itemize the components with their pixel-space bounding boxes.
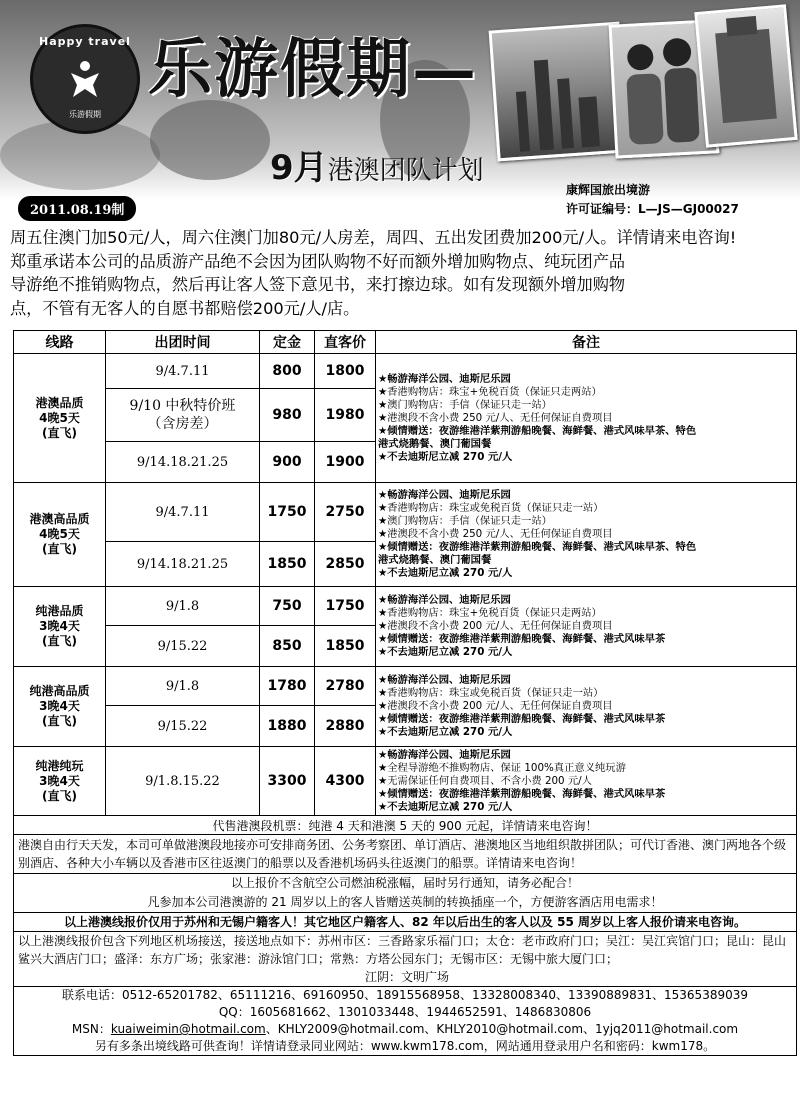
table-row — [14, 816, 797, 835]
departure-date: 9/1.8 — [106, 667, 260, 706]
page-subtitle — [270, 140, 484, 189]
direct-price: 1980 — [315, 389, 376, 442]
price-limit-notice: 以上港澳线报价仅用于苏州和无锡户籍客人！其它地区户籍客人、82 年以后出生的客人以及 55 周岁以上客人报价请来电咨询。 — [14, 913, 797, 932]
pickup-last: 江阴：文明广场 — [364, 970, 449, 984]
departure-date: 9/14.18.21.25 — [106, 542, 260, 587]
logo-bottom-text: 乐游假期 — [69, 110, 101, 119]
deposit-value: 900 — [260, 442, 315, 483]
route-price-table — [13, 330, 797, 1056]
deposit-value: 1750 — [260, 483, 315, 542]
subtitle-text: 港澳团队计划 — [327, 156, 484, 186]
table-header-row — [14, 331, 797, 354]
intro-line: 周五住澳门加50元/人，周六住澳门加80元/人房差，周四、五出发团费加200元/人。详情请来电咨询! — [10, 228, 737, 247]
route-name: 纯港高品质 3晚4天 (直飞) — [14, 667, 106, 747]
deposit-value: 850 — [260, 626, 315, 667]
route-name: 纯港纯玩 3晚4天 (直飞) — [14, 747, 106, 816]
license-number: 许可证编号：L—JS—GJ00027 — [566, 202, 739, 216]
direct-price: 1800 — [315, 354, 376, 389]
deposit-value: 980 — [260, 389, 315, 442]
intro-notice — [10, 226, 800, 320]
qq-numbers: QQ：1605681662、1301033448、1944652591、1486830806 — [218, 1005, 592, 1019]
subtitle-month: 9月 — [270, 148, 328, 188]
deposit-value: 800 — [260, 354, 315, 389]
header-notes: 备注 — [376, 331, 797, 354]
intro-line: 郑重承诺本公司的品质游产品绝不会因为团队购物不好而额外增加购物点、纯玩团产品 — [10, 251, 626, 271]
table-row — [14, 354, 797, 389]
header-price: 直客价 — [315, 331, 376, 354]
ticket-notice: 代售港澳段机票：纯港 4 天和港澳 5 天的 900 元起，详情请来电咨询！ — [14, 816, 797, 835]
free-travel-notice: 港澳自由行天天发，本司可单做港澳段地接亦可安排商务团、公务考察团、单订酒店、港澳地区当地组织散拼团队；可代订香港、澳门两地各个级别酒店、各种大小车辆以及香港市区往返澳门的船票以及香港机场码头往返澳门的船票。详情请来电咨询！ — [14, 835, 797, 874]
table-row — [14, 874, 797, 913]
direct-price: 2750 — [315, 483, 376, 542]
direct-price: 1900 — [315, 442, 376, 483]
table-row — [14, 913, 797, 932]
issue-date-badge: 2011.08.19制 — [18, 196, 136, 221]
departure-date: 9/4.7.11 — [106, 483, 260, 542]
pickup-text: 以上港澳线报价包含下列地区机场接送，接送地点如下：苏州市区：三香路家乐福门口；太仓：老市政府门口；吴江：吴江宾馆门口；昆山：昆山鲨兴大酒店门口；盛泽：东方广场；张家港：游泳馆门口；常熟：方塔公园东门；无锡市区：无锡中旅大厦门口； — [18, 934, 787, 966]
table-row — [14, 835, 797, 874]
company-name: 康辉国旅出境游 — [566, 183, 651, 197]
contact-info — [14, 987, 797, 1056]
route-notes: ★畅游海洋公园、迪斯尼乐园 ★香港购物店：珠宝或免税百货（保证只走一站） ★港澳段不含小费 200 元/人、无任何保证自费项目 ★倾情赠送：夜游维港洋紫荆游船晚餐、海鲜餐、港式风味早茶 ★不去迪斯尼立减 270 元/人 — [376, 667, 797, 747]
deposit-value: 1780 — [260, 667, 315, 706]
macau-ruins-photo — [694, 4, 798, 148]
header-route: 线路 — [14, 331, 106, 354]
hong-kong-skyline-photo — [489, 22, 629, 162]
phone-numbers: 联系电话：0512-65201782、65111216、69160950、18915568958、13328008340、13390889831、15365389039 — [61, 988, 749, 1002]
direct-price: 2880 — [315, 706, 376, 747]
direct-price: 4300 — [315, 747, 376, 816]
departure-date: 9/10 中秋特价班 （含房差） — [106, 389, 260, 442]
intro-line: 点，不管有无客人的自愿书都赔偿200元/人/店。 — [10, 298, 360, 318]
msn-accounts — [14, 1021, 796, 1038]
deposit-value: 3300 — [260, 747, 315, 816]
table-row — [14, 747, 797, 816]
pickup-locations — [14, 932, 797, 987]
route-name: 港澳品质 4晚5天 (直飞) — [14, 354, 106, 483]
route-notes: ★畅游海洋公园、迪斯尼乐园 ★香港购物店：珠宝+免税百货（保证只走两站） ★港澳段不含小费 200 元/人、无任何保证自费项目 ★倾情赠送：夜游维港洋紫荆游船晚餐、海鲜餐、港式风味早茶 ★不去迪斯尼立减 270 元/人 — [376, 587, 797, 667]
route-notes: ★畅游海洋公园、迪斯尼乐园 ★香港购物店：珠宝+免税百货（保证只走两站） ★澳门购物店：手信（保证只走一站） ★港澳段不含小费 250 元/人、无任何保证自费项目 ★倾情赠送：夜游维港洋紫荆游船晚餐、海鲜餐、港式风味早茶、特色 港式烧鹅餐、澳门葡国餐 ★不去迪斯尼立减 270 元/人 — [376, 354, 797, 483]
route-name: 港澳高品质 4晚5天 (直飞) — [14, 483, 106, 587]
fuel-notice: 以上报价不含航空公司燃油税涨幅，届时另行通知，请务必配合！ — [230, 876, 579, 890]
intro-line: 导游绝不推销购物点，然后再让客人签下意见书，来打擦边球。如有发现额外增加购物 — [10, 275, 626, 294]
departure-date: 9/1.8 — [106, 587, 260, 626]
traveler-icon — [67, 59, 103, 99]
background-decoration — [150, 100, 270, 180]
gift-notice: 凡参加本公司港澳游的 21 周岁以上的客人皆赠送英制的转换插座一个，方便游客酒店用电需求！ — [147, 895, 663, 909]
brand-logo — [30, 24, 140, 134]
header-deposit: 定金 — [260, 331, 315, 354]
departure-date: 9/15.22 — [106, 626, 260, 667]
msn-rest: 、KHLY2009@hotmail.com、KHLY2010@hotmail.com、1yjq2011@hotmail.com — [265, 1022, 739, 1036]
header-banner — [0, 0, 800, 200]
surcharge-gift-notice — [14, 874, 797, 913]
direct-price: 1850 — [315, 626, 376, 667]
website-notice: 另有多条出境线路可供查询！详情请登录同业网站：www.kwm178.com，网站通用登录用户名和密码：kwm178。 — [94, 1039, 716, 1053]
table-row — [14, 483, 797, 542]
logo-top-text: Happy travel — [39, 35, 131, 48]
table-row — [14, 667, 797, 706]
table-row — [14, 587, 797, 626]
header-departure: 出团时间 — [106, 331, 260, 354]
departure-date: 9/4.7.11 — [106, 354, 260, 389]
page-title: 乐游假期— — [148, 32, 478, 107]
route-name: 纯港品质 3晚4天 (直飞) — [14, 587, 106, 667]
direct-price: 2850 — [315, 542, 376, 587]
table-row — [14, 987, 797, 1056]
departure-date: 9/15.22 — [106, 706, 260, 747]
route-notes: ★畅游海洋公园、迪斯尼乐园 ★香港购物店：珠宝或免税百货（保证只走一站） ★澳门购物店：手信（保证只走一站） ★港澳段不含小费 250 元/人、无任何保证自费项目 ★倾情赠送：夜游维港洋紫荆游船晚餐、海鲜餐、港式风味早茶、特色 港式烧鹅餐、澳门葡国餐 ★不去迪斯尼立减 270 元/人 — [376, 483, 797, 587]
direct-price: 2780 — [315, 667, 376, 706]
direct-price: 1750 — [315, 587, 376, 626]
departure-date: 9/14.18.21.25 — [106, 442, 260, 483]
msn-link[interactable]: kuaiweimin@hotmail.com — [110, 1022, 266, 1036]
route-notes: ★畅游海洋公园、迪斯尼乐园 ★全程导游绝不推购物店、保证 100%真正意义纯玩游 ★无需保证任何自费项目、不含小费 200 元/人 ★倾情赠送：夜游维港洋紫荆游船晚餐、海鲜餐、港式风味早茶 ★不去迪斯尼立减 270 元/人 — [376, 747, 797, 816]
msn-label: MSN： — [71, 1022, 111, 1036]
deposit-value: 750 — [260, 587, 315, 626]
table-row — [14, 932, 797, 987]
deposit-value: 1850 — [260, 542, 315, 587]
departure-date: 9/1.8.15.22 — [106, 747, 260, 816]
deposit-value: 1880 — [260, 706, 315, 747]
